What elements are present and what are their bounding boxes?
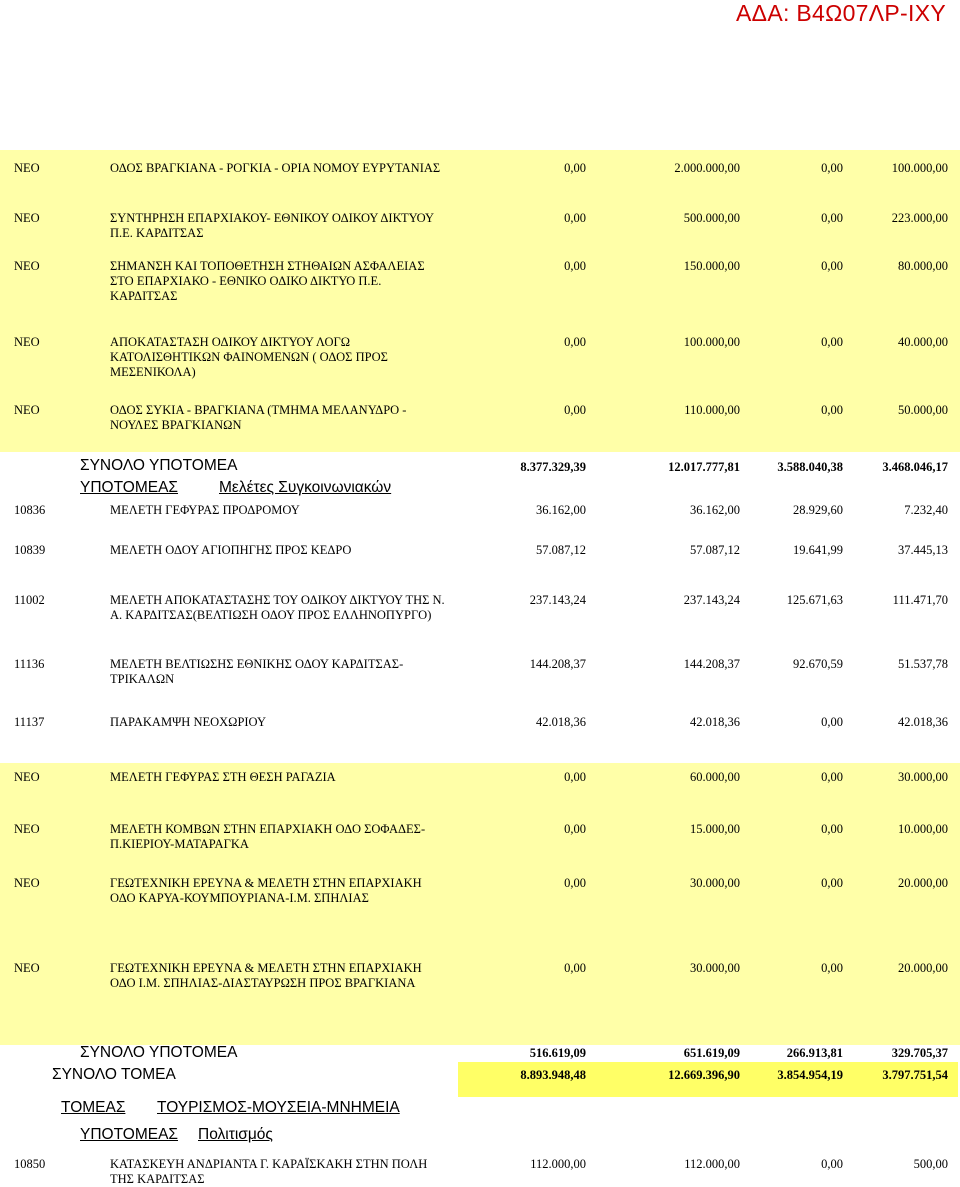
row-value-4: 37.445,13 bbox=[898, 543, 948, 557]
row-value-4: 20.000,00 bbox=[898, 961, 948, 975]
row-value-3: 92.670,59 bbox=[793, 657, 843, 671]
row-value-1: 0,00 bbox=[564, 211, 586, 225]
row-value-2: 237.143,24 bbox=[683, 593, 740, 607]
sector-total-value-4: 3.797.751,54 bbox=[882, 1068, 948, 1082]
row-value-3: 0,00 bbox=[821, 1157, 843, 1171]
row-description: ΜΕΛΕΤΗ ΒΕΛΤΙΩΣΗΣ ΕΘΝΙΚΗΣ ΟΔΟΥ ΚΑΡΔΙΤΣΑΣ- ΤΡΙΚΑΛΩΝ bbox=[110, 657, 404, 686]
document-code: ΑΔΑ: Β4Ω07ΛΡ-ΙΧΥ bbox=[736, 0, 946, 26]
row-code: 11136 bbox=[14, 657, 45, 671]
row-code: ΝΕΟ bbox=[14, 403, 40, 417]
row-value-3: 0,00 bbox=[821, 161, 843, 175]
row-description: ΣΥΝΤΗΡΗΣΗ ΕΠΑΡΧΙΑΚΟΥ- ΕΘΝΙΚΟΥ ΟΔΙΚΟΥ ΔΙΚΤΥΟΥ Π.Ε. ΚΑΡΔΙΤΣΑΣ bbox=[110, 211, 434, 240]
row-value-4: 30.000,00 bbox=[898, 770, 948, 784]
row-description: ΓΕΩΤΕΧΝΙΚΗ ΕΡΕΥΝΑ & ΜΕΛΕΤΗ ΣΤΗΝ ΕΠΑΡΧΙΑΚΗ ΟΔΟ ΚΑΡΥΑ-ΚΟΥΜΠΟΥΡΙΑΝΑ-Ι.Μ. ΣΠΗΛΙΑΣ bbox=[110, 876, 422, 905]
row-code: ΝΕΟ bbox=[14, 335, 40, 349]
row-description: ΜΕΛΕΤΗ ΚΟΜΒΩΝ ΣΤΗΝ ΕΠΑΡΧΙΑΚΗ ΟΔΟ ΣΟΦΑΔΕΣ-Π.ΚΙΕΡΙΟΥ-ΜΑΤΑΡΑΓΚΑ bbox=[110, 822, 426, 851]
row-code: ΝΕΟ bbox=[14, 211, 40, 225]
row-code: 11002 bbox=[14, 593, 45, 607]
row-value-1: 57.087,12 bbox=[536, 543, 586, 557]
subsector-name: Πολιτισμός bbox=[198, 1126, 273, 1143]
row-value-1: 0,00 bbox=[564, 335, 586, 349]
row-value-4: 10.000,00 bbox=[898, 822, 948, 836]
subtotal-value-2: 12.017.777,81 bbox=[668, 460, 740, 474]
row-value-1: 0,00 bbox=[564, 161, 586, 175]
row-value-4: 40.000,00 bbox=[898, 335, 948, 349]
row-value-2: 60.000,00 bbox=[690, 770, 740, 784]
row-value-1: 0,00 bbox=[564, 259, 586, 273]
row-description: ΚΑΤΑΣΚΕΥΗ ΑΝΔΡΙΑΝΤΑ Γ. ΚΑΡΑΪΣΚΑΚΗ ΣΤΗΝ ΠΟΛΗ ΤΗΣ ΚΑΡΔΙΤΣΑΣ bbox=[110, 1157, 428, 1186]
row-code: ΝΕΟ bbox=[14, 259, 40, 273]
subsector-name: Μελέτες Συγκοινωνιακών bbox=[219, 479, 392, 496]
row-value-2: 112.000,00 bbox=[684, 1157, 740, 1171]
sector-total-value-1: 8.893.948,48 bbox=[520, 1068, 586, 1082]
row-value-1: 144.208,37 bbox=[529, 657, 586, 671]
row-value-3: 0,00 bbox=[821, 259, 843, 273]
row-value-2: 36.162,00 bbox=[690, 503, 740, 517]
sector-name: ΤΟΥΡΙΣΜΟΣ-ΜΟΥΣΕΙΑ-ΜΝΗΜΕΙΑ bbox=[157, 1099, 400, 1116]
row-value-3: 0,00 bbox=[821, 876, 843, 890]
row-value-1: 112.000,00 bbox=[530, 1157, 586, 1171]
row-value-3: 0,00 bbox=[821, 211, 843, 225]
row-value-3: 0,00 bbox=[821, 403, 843, 417]
row-value-4: 80.000,00 bbox=[898, 259, 948, 273]
subsector-prefix: ΥΠΟΤΟΜΕΑΣ bbox=[80, 479, 179, 496]
row-value-3: 0,00 bbox=[821, 770, 843, 784]
row-description: ΜΕΛΕΤΗ ΑΠΟΚΑΤΑΣΤΑΣΗΣ ΤΟΥ ΟΔΙΚΟΥ ΔΙΚΤΥΟΥ ΤΗΣ Ν. Α. ΚΑΡΔΙΤΣΑΣ(ΒΕΛΤΙΩΣΗ ΟΔΟΥ ΠΡΟΣ ΕΛΛΗΝΟΠΥΡΓΟ) bbox=[110, 593, 445, 622]
row-description: ΜΕΛΕΤΗ ΓΕΦΥΡΑΣ ΣΤΗ ΘΕΣΗ ΡΑΓΑΖΙΑ bbox=[110, 770, 336, 784]
row-value-2: 15.000,00 bbox=[690, 822, 740, 836]
row-value-4: 111.471,70 bbox=[892, 593, 948, 607]
row-code: 10850 bbox=[14, 1157, 46, 1171]
subtotal-value-4: 3.468.046,17 bbox=[882, 460, 948, 474]
subtotal-value-2: 651.619,09 bbox=[683, 1046, 740, 1060]
subtotal-value-4: 329.705,37 bbox=[891, 1046, 948, 1060]
row-description: ΟΔΟΣ ΒΡΑΓΚΙΑΝΑ - ΡΟΓΚΙΑ - ΟΡΙΑ ΝΟΜΟΥ ΕΥΡΥΤΑΝΙΑΣ bbox=[110, 161, 441, 175]
row-value-4: 42.018,36 bbox=[898, 715, 948, 729]
subtotal-value-3: 266.913,81 bbox=[786, 1046, 843, 1060]
row-value-1: 0,00 bbox=[564, 770, 586, 784]
row-code: ΝΕΟ bbox=[14, 876, 40, 890]
row-value-2: 30.000,00 bbox=[690, 961, 740, 975]
row-code: 10836 bbox=[14, 503, 46, 517]
row-code: 10839 bbox=[14, 543, 46, 557]
row-value-1: 0,00 bbox=[564, 403, 586, 417]
row-description: ΣΗΜΑΝΣΗ ΚΑΙ ΤΟΠΟΘΕΤΗΣΗ ΣΤΗΘΑΙΩΝ ΑΣΦΑΛΕΙΑΣ ΣΤΟ ΕΠΑΡΧΙΑΚΟ - ΕΘΝΙΚΟ ΟΔΙΚΟ ΔΙΚΤΥΟ Π.Ε. ΚΑΡΔΙΤΣΑΣ bbox=[110, 259, 425, 303]
row-value-4: 100.000,00 bbox=[891, 161, 948, 175]
row-value-2: 100.000,00 bbox=[683, 335, 740, 349]
row-value-1: 0,00 bbox=[564, 876, 586, 890]
row-code: ΝΕΟ bbox=[14, 961, 40, 975]
row-value-3: 125.671,63 bbox=[786, 593, 843, 607]
sector-total-value-2: 12.669.396,90 bbox=[668, 1068, 740, 1082]
row-value-1: 0,00 bbox=[564, 961, 586, 975]
row-value-1: 0,00 bbox=[564, 822, 586, 836]
row-value-1: 42.018,36 bbox=[536, 715, 586, 729]
row-description: ΜΕΛΕΤΗ ΓΕΦΥΡΑΣ ΠΡΟΔΡΟΜΟΥ bbox=[110, 503, 300, 517]
row-value-3: 0,00 bbox=[821, 715, 843, 729]
subtotal-label: ΣΥΝΟΛΟ ΥΠΟΤΟΜΕΑ bbox=[80, 457, 238, 474]
row-value-4: 51.537,78 bbox=[898, 657, 948, 671]
row-description: ΜΕΛΕΤΗ ΟΔΟΥ ΑΓΙΟΠΗΓΗΣ ΠΡΟΣ ΚΕΔΡΟ bbox=[110, 543, 352, 557]
row-value-3: 19.641,99 bbox=[793, 543, 843, 557]
subsector-prefix: ΥΠΟΤΟΜΕΑΣ bbox=[80, 1126, 179, 1143]
row-code: ΝΕΟ bbox=[14, 822, 40, 836]
row-value-3: 0,00 bbox=[821, 822, 843, 836]
row-value-1: 36.162,00 bbox=[536, 503, 586, 517]
row-value-2: 150.000,00 bbox=[683, 259, 740, 273]
row-value-1: 237.143,24 bbox=[529, 593, 586, 607]
row-value-3: 28.929,60 bbox=[793, 503, 843, 517]
row-description: ΓΕΩΤΕΧΝΙΚΗ ΕΡΕΥΝΑ & ΜΕΛΕΤΗ ΣΤΗΝ ΕΠΑΡΧΙΑΚΗ ΟΔΟ Ι.Μ. ΣΠΗΛΙΑΣ-ΔΙΑΣΤΑΥΡΩΣΗ ΠΡΟΣ ΒΡΑΓΚΙΑΝΑ bbox=[110, 961, 422, 990]
row-value-4: 20.000,00 bbox=[898, 876, 948, 890]
row-code: ΝΕΟ bbox=[14, 161, 40, 175]
row-value-3: 0,00 bbox=[821, 961, 843, 975]
subtotal-value-3: 3.588.040,38 bbox=[777, 460, 843, 474]
row-code: ΝΕΟ bbox=[14, 770, 40, 784]
row-value-2: 30.000,00 bbox=[690, 876, 740, 890]
row-value-2: 42.018,36 bbox=[690, 715, 740, 729]
sector-prefix: ΤΟΜΕΑΣ bbox=[61, 1099, 126, 1116]
sector-total-label: ΣΥΝΟΛΟ ΤΟΜΕΑ bbox=[52, 1066, 176, 1083]
row-description: ΑΠΟΚΑΤΑΣΤΑΣΗ ΟΔΙΚΟΥ ΔΙΚΤΥΟΥ ΛΟΓΩ ΚΑΤΟΛΙΣΘΗΤΙΚΩΝ ΦΑΙΝΟΜΕΝΩΝ ( ΟΔΟΣ ΠΡΟΣ ΜΕΣΕΝΙΚΟΛΑ) bbox=[110, 335, 388, 379]
row-value-4: 50.000,00 bbox=[898, 403, 948, 417]
row-code: 11137 bbox=[14, 715, 45, 729]
row-value-3: 0,00 bbox=[821, 335, 843, 349]
row-value-2: 110.000,00 bbox=[684, 403, 740, 417]
row-value-4: 500,00 bbox=[913, 1157, 948, 1171]
row-value-2: 2.000.000,00 bbox=[674, 161, 740, 175]
row-description: ΟΔΟΣ ΣΥΚΙΑ - ΒΡΑΓΚΙΑΝΑ (ΤΜΗΜΑ ΜΕΛΑΝΥΔΡΟ - ΝΟΥΛΕΣ ΒΡΑΓΚΙΑΝΩΝ bbox=[110, 403, 407, 432]
row-value-2: 144.208,37 bbox=[683, 657, 740, 671]
row-value-2: 500.000,00 bbox=[683, 211, 740, 225]
subtotal-value-1: 8.377.329,39 bbox=[520, 460, 586, 474]
subtotal-label: ΣΥΝΟΛΟ ΥΠΟΤΟΜΕΑ bbox=[80, 1044, 238, 1061]
subtotal-value-1: 516.619,09 bbox=[529, 1046, 586, 1060]
sector-total-value-3: 3.854.954,19 bbox=[777, 1068, 843, 1082]
row-value-4: 223.000,00 bbox=[891, 211, 948, 225]
row-value-4: 7.232,40 bbox=[904, 503, 948, 517]
row-value-2: 57.087,12 bbox=[690, 543, 740, 557]
row-description: ΠΑΡΑΚΑΜΨΗ ΝΕΟΧΩΡΙΟΥ bbox=[110, 715, 266, 729]
